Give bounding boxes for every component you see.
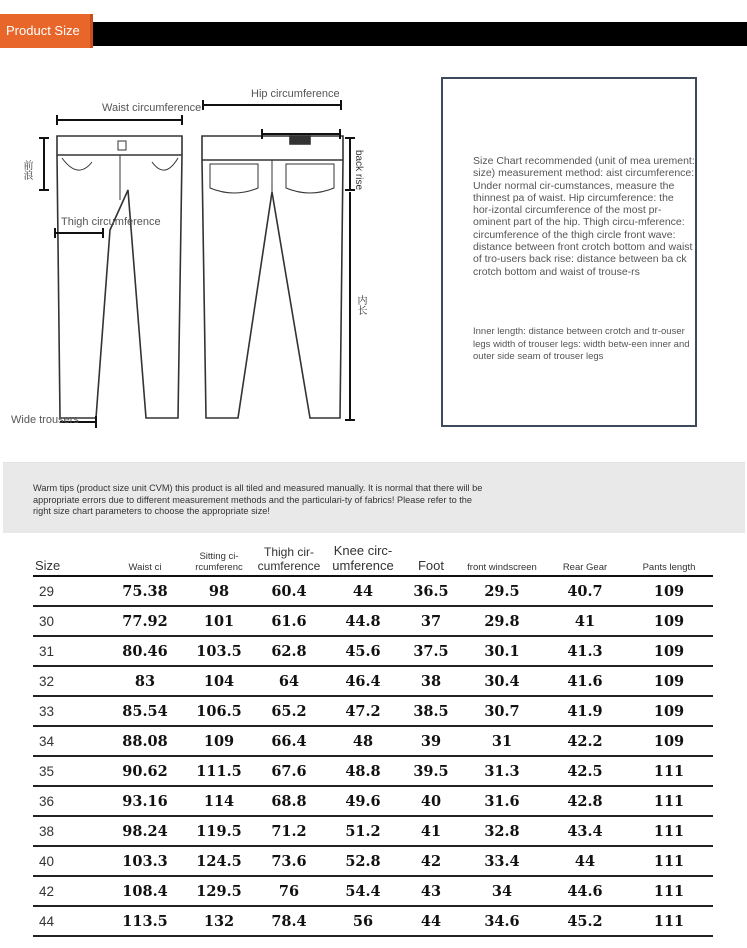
value-cell: 54.4	[323, 876, 403, 906]
value-cell: 40	[403, 786, 459, 816]
value-cell: 132	[183, 906, 255, 936]
value-cell: 98	[183, 576, 255, 606]
size-table	[33, 543, 713, 937]
value-cell: 38.5	[403, 696, 459, 726]
value-cell: 46.4	[323, 666, 403, 696]
value-cell: 77.92	[107, 606, 183, 636]
value-cell: 109	[625, 666, 713, 696]
table-row	[33, 906, 713, 936]
table-row	[33, 756, 713, 786]
value-cell: 109	[625, 606, 713, 636]
value-cell: 114	[183, 786, 255, 816]
size-cell: 31	[33, 636, 107, 666]
value-cell: 108.4	[107, 876, 183, 906]
waist-label: Waist circumference	[102, 102, 202, 114]
value-cell: 52.8	[323, 846, 403, 876]
value-cell: 111	[625, 876, 713, 906]
value-cell: 51.2	[323, 816, 403, 846]
warm-tips-text: Warm tips (product size unit CVM) this product is all tiled and measured manually. It is normal that there will be appropriate errors due to different measurement methods and the particulari-ty of fabrics! Please refer to the right size chart parameters to choose the appropriate size!	[33, 483, 483, 516]
value-cell: 42.2	[545, 726, 625, 756]
value-cell: 68.8	[255, 786, 323, 816]
value-cell: 111	[625, 816, 713, 846]
value-cell: 41.9	[545, 696, 625, 726]
value-cell: 44	[403, 906, 459, 936]
value-cell: 111	[625, 786, 713, 816]
size-cell: 36	[33, 786, 107, 816]
table-row	[33, 606, 713, 636]
back-rise-label: back rise	[353, 150, 364, 191]
value-cell: 124.5	[183, 846, 255, 876]
value-cell: 71.2	[255, 816, 323, 846]
value-cell: 44	[545, 846, 625, 876]
value-cell: 48	[323, 726, 403, 756]
measurement-method-text: Size Chart recommended (unit of mea urement: size) measurement method: aist circumference: Under normal cir-cumstances, measure the thinnest pa of waist. Hip circumference: the hor-izontal circumference of the most pr-ominent part of the hip. Thigh circu-mference: circumference of the thigh circle front wave: distance between front crotch bottom and waist of tro-users back rise: distance between ba ck crotch bottom and waist of trouse-rs	[473, 155, 695, 278]
value-cell: 73.6	[255, 846, 323, 876]
table-row	[33, 726, 713, 756]
measurement-info-box	[441, 77, 697, 427]
col-header: Waist ci	[107, 543, 183, 576]
thigh-label: Thigh circumference	[61, 216, 161, 228]
col-header: front windscreen	[459, 543, 545, 576]
front-rise-label: 前浪	[21, 160, 32, 180]
value-cell: 43.4	[545, 816, 625, 846]
value-cell: 39.5	[403, 756, 459, 786]
value-cell: 37	[403, 606, 459, 636]
value-cell: 30.7	[459, 696, 545, 726]
header-bar	[0, 22, 747, 46]
inner-length-text: Inner length: distance between crotch and tr-ouser legs width of trouser legs: width betw-een inner and outer side seam of trouser legs	[473, 326, 690, 363]
size-cell: 33	[33, 696, 107, 726]
size-cell: 32	[33, 666, 107, 696]
value-cell: 83	[107, 666, 183, 696]
value-cell: 111	[625, 906, 713, 936]
product-size-tab[interactable]: Product Size	[0, 14, 93, 48]
value-cell: 34	[459, 876, 545, 906]
table-row	[33, 876, 713, 906]
value-cell: 41	[545, 606, 625, 636]
value-cell: 44.6	[545, 876, 625, 906]
table-row	[33, 636, 713, 666]
value-cell: 104	[183, 666, 255, 696]
value-cell: 42.8	[545, 786, 625, 816]
value-cell: 43	[403, 876, 459, 906]
value-cell: 48.8	[323, 756, 403, 786]
value-cell: 38	[403, 666, 459, 696]
value-cell: 29.8	[459, 606, 545, 636]
value-cell: 90.62	[107, 756, 183, 786]
value-cell: 29.5	[459, 576, 545, 606]
value-cell: 56	[323, 906, 403, 936]
value-cell: 34.6	[459, 906, 545, 936]
value-cell: 88.08	[107, 726, 183, 756]
value-cell: 41.3	[545, 636, 625, 666]
value-cell: 49.6	[323, 786, 403, 816]
table-row	[33, 576, 713, 606]
value-cell: 106.5	[183, 696, 255, 726]
value-cell: 62.8	[255, 636, 323, 666]
value-cell: 47.2	[323, 696, 403, 726]
value-cell: 76	[255, 876, 323, 906]
value-cell: 42.5	[545, 756, 625, 786]
value-cell: 41	[403, 816, 459, 846]
value-cell: 30.4	[459, 666, 545, 696]
col-header: Pants length	[625, 543, 713, 576]
inseam-label: 内长	[355, 295, 366, 315]
table-row	[33, 666, 713, 696]
value-cell: 80.46	[107, 636, 183, 666]
value-cell: 111.5	[183, 756, 255, 786]
value-cell: 129.5	[183, 876, 255, 906]
value-cell: 44.8	[323, 606, 403, 636]
value-cell: 32.8	[459, 816, 545, 846]
value-cell: 85.54	[107, 696, 183, 726]
size-cell: 44	[33, 906, 107, 936]
pants-illustration	[0, 80, 420, 440]
value-cell: 119.5	[183, 816, 255, 846]
size-cell: 35	[33, 756, 107, 786]
size-table-body	[33, 576, 713, 936]
col-header: Sitting ci-rcumferenc	[183, 543, 255, 576]
value-cell: 31.6	[459, 786, 545, 816]
size-cell: 38	[33, 816, 107, 846]
value-cell: 41.6	[545, 666, 625, 696]
value-cell: 40.7	[545, 576, 625, 606]
size-cell: 30	[33, 606, 107, 636]
value-cell: 44	[323, 576, 403, 606]
table-row	[33, 816, 713, 846]
size-cell: 42	[33, 876, 107, 906]
wide-trousers-label: Wide trousers	[11, 414, 79, 426]
value-cell: 103.3	[107, 846, 183, 876]
size-cell: 40	[33, 846, 107, 876]
value-cell: 98.24	[107, 816, 183, 846]
col-header: Foot	[403, 543, 459, 576]
value-cell: 42	[403, 846, 459, 876]
value-cell: 111	[625, 846, 713, 876]
value-cell: 111	[625, 756, 713, 786]
size-cell: 29	[33, 576, 107, 606]
value-cell: 109	[625, 576, 713, 606]
col-header: Rear Gear	[545, 543, 625, 576]
col-header: Knee circ-umference	[323, 543, 403, 576]
value-cell: 109	[625, 636, 713, 666]
table-row	[33, 696, 713, 726]
value-cell: 31.3	[459, 756, 545, 786]
value-cell: 103.5	[183, 636, 255, 666]
col-header: Size	[33, 543, 107, 576]
size-cell: 34	[33, 726, 107, 756]
value-cell: 113.5	[107, 906, 183, 936]
value-cell: 64	[255, 666, 323, 696]
value-cell: 109	[625, 726, 713, 756]
value-cell: 75.38	[107, 576, 183, 606]
value-cell: 93.16	[107, 786, 183, 816]
value-cell: 60.4	[255, 576, 323, 606]
value-cell: 61.6	[255, 606, 323, 636]
value-cell: 67.6	[255, 756, 323, 786]
pants-diagram	[0, 80, 420, 440]
value-cell: 37.5	[403, 636, 459, 666]
value-cell: 66.4	[255, 726, 323, 756]
hip-label: Hip circumference	[251, 88, 340, 100]
value-cell: 45.6	[323, 636, 403, 666]
table-header-row	[33, 543, 713, 576]
warm-tips-band	[3, 463, 745, 533]
value-cell: 31	[459, 726, 545, 756]
value-cell: 109	[183, 726, 255, 756]
size-chart-panel	[3, 462, 745, 932]
value-cell: 39	[403, 726, 459, 756]
value-cell: 33.4	[459, 846, 545, 876]
value-cell: 45.2	[545, 906, 625, 936]
value-cell: 109	[625, 696, 713, 726]
table-row	[33, 846, 713, 876]
col-header: Thigh cir-cumference	[255, 543, 323, 576]
table-row	[33, 786, 713, 816]
value-cell: 78.4	[255, 906, 323, 936]
value-cell: 30.1	[459, 636, 545, 666]
value-cell: 101	[183, 606, 255, 636]
value-cell: 36.5	[403, 576, 459, 606]
value-cell: 65.2	[255, 696, 323, 726]
